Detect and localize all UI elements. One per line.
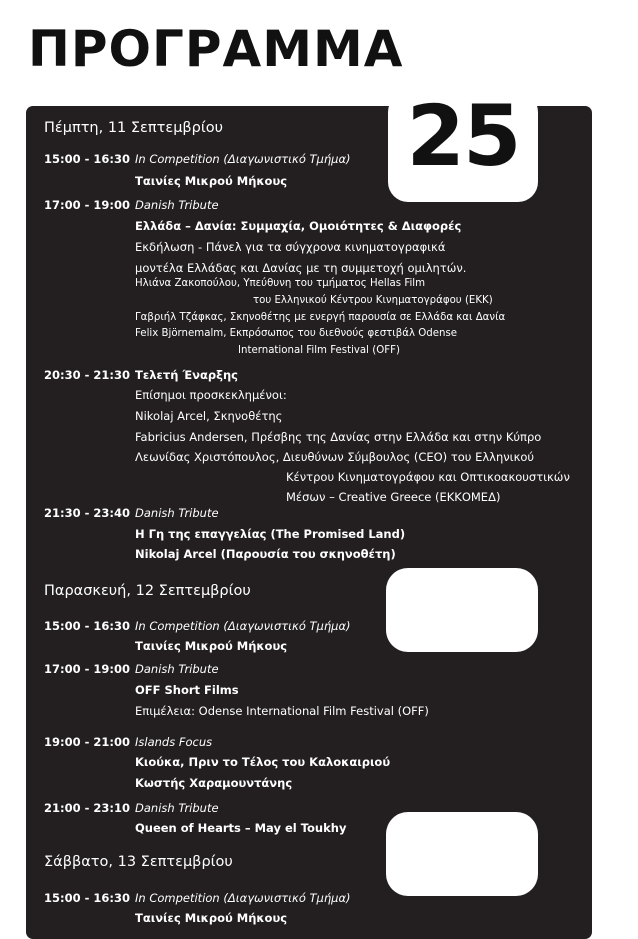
event-time: 21:00 - 23:10 — [44, 801, 130, 815]
event-time: 19:00 - 21:00 — [44, 735, 130, 749]
event-category: Danish Tribute — [135, 662, 219, 676]
event-detail: μοντέλα Ελλάδας και Δανίας με τη συμμετοχή ομιλητών. — [135, 261, 467, 275]
day-heading: Σάββατο, 13 Σεπτεμβρίου — [44, 854, 233, 870]
edition-number: 25 — [406, 87, 520, 185]
event-category: Danish Tribute — [135, 198, 219, 212]
event-time: 17:00 - 19:00 — [44, 198, 130, 212]
event-detail: Μέσων – Creative Greece (ΕΚΚΟΜΕΔ) — [286, 490, 501, 504]
event-title: OFF Short Films — [135, 683, 239, 697]
event-title: Κωστής Χαραμουντάνης — [135, 776, 293, 790]
event-title: Nikolaj Arcel (Παρουσία του σκηνοθέτη) — [135, 547, 396, 561]
event-title: Queen of Hearts – May el Toukhy — [135, 821, 347, 835]
event-title: Ταινίες Μικρού Μήκους — [135, 639, 288, 653]
event-detail: Nikolaj Arcel, Σκηνοθέτης — [135, 409, 283, 423]
event-detail: International Film Festival (OFF) — [238, 345, 400, 356]
event-category: In Competition (Διαγωνιστικό Τμήμα) — [135, 891, 351, 905]
event-time: 17:00 - 19:00 — [44, 662, 130, 676]
event-time: 20:30 - 21:30 — [44, 368, 130, 382]
event-detail: Κέντρου Κινηματογράφου και Οπτικοακουστικών — [286, 470, 570, 484]
event-title: Ελλάδα – Δανία: Συμμαχία, Ομοιότητες & Διαφορές — [135, 219, 462, 233]
day-heading: Πέμπτη, 11 Σεπτεμβρίου — [44, 120, 224, 136]
event-category: Islands Focus — [135, 735, 213, 749]
event-detail: Γαβριήλ Τζάφκας, Σκηνοθέτης με ενεργή παρουσία σε Ελλάδα και Δανία — [135, 312, 506, 323]
decorative-cutout — [386, 568, 538, 652]
event-detail: Ηλιάνα Ζακοπούλου, Υπεύθυνη του τμήματος Hellas Film — [135, 278, 426, 289]
event-detail: Επιμέλεια: Odense International Film Festival (OFF) — [135, 704, 429, 718]
event-detail: Fabricius Andersen, Πρέσβης της Δανίας στην Ελλάδα και στην Κύπρο — [135, 430, 542, 444]
event-title: Η Γη της επαγγελίας (The Promised Land) — [135, 527, 406, 541]
event-detail: Λεωνίδας Χριστόπουλος, Διευθύνων Σύμβουλος (CEO) του Ελληνικού — [135, 450, 535, 464]
event-detail: Επίσημοι προσκεκλημένοι: — [135, 388, 287, 402]
event-time: 21:30 - 23:40 — [44, 506, 130, 520]
decorative-cutout — [386, 812, 538, 896]
event-time: 15:00 - 16:30 — [44, 152, 130, 166]
event-category: In Competition (Διαγωνιστικό Τμήμα) — [135, 152, 351, 166]
event-category: Danish Tribute — [135, 801, 219, 815]
event-title: Ταινίες Μικρού Μήκους — [135, 174, 288, 188]
event-category: In Competition (Διαγωνιστικό Τμήμα) — [135, 619, 351, 633]
event-title: Κιούκα, Πριν το Τέλος του Καλοκαιριού — [135, 755, 391, 769]
event-title: Ταινίες Μικρού Μήκους — [135, 911, 288, 925]
event-time: 15:00 - 16:30 — [44, 619, 130, 633]
event-detail: Εκδήλωση - Πάνελ για τα σύγχρονα κινηματογραφικά — [135, 240, 446, 254]
page-title: ΠΡΟΓΡΑΜΜΑ — [28, 20, 404, 78]
event-title: Τελετή Έναρξης — [135, 368, 238, 382]
day-heading: Παρασκευή, 12 Σεπτεμβρίου — [44, 583, 251, 599]
event-category: Danish Tribute — [135, 506, 219, 520]
event-time: 15:00 - 16:30 — [44, 891, 130, 905]
event-detail: Felix Björnemalm, Εκπρόσωπος του διεθνούς φεστιβάλ Odense — [135, 328, 458, 339]
event-detail: του Ελληνικού Κέντρου Κινηματογράφου (ΕΚΚ) — [253, 295, 493, 306]
